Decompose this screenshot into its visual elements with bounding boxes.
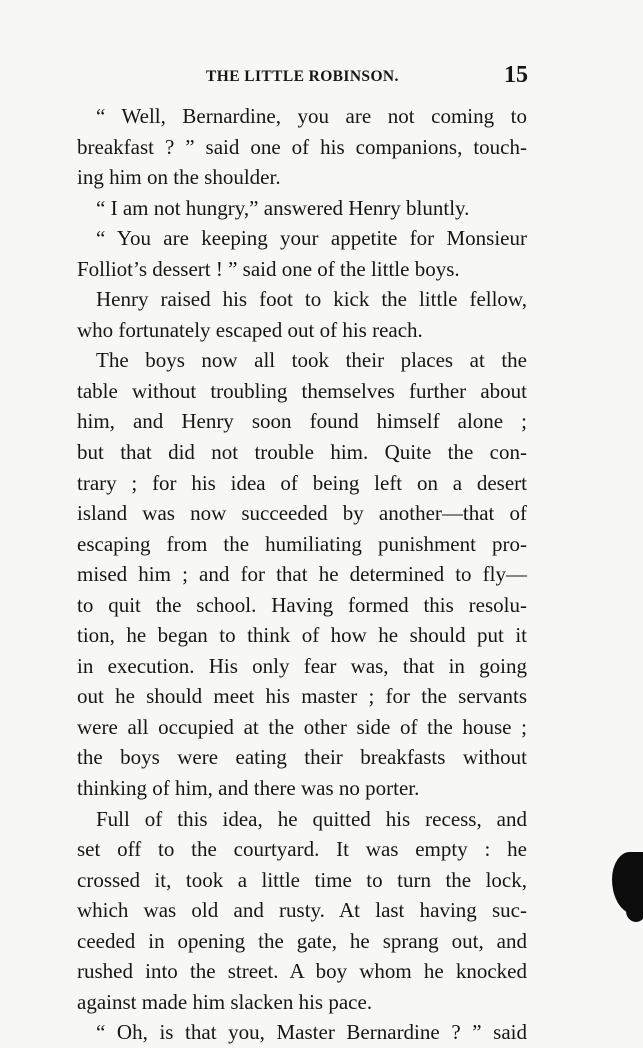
page-header [0,62,643,92]
text-line: escaping from the humiliating punishment pro- [77,531,527,556]
text-line: table without troubling themselves further about [77,378,527,403]
text-line: but that did not trouble him. Quite the con- [77,440,527,465]
text-line: tion, he began to think of how he should put it [77,623,527,648]
running-head: THE LITTLE ROBINSON. [206,68,399,85]
text-line: ceeded in opening the gate, he sprang out, and [77,928,527,953]
text-line: which was old and rusty. At last having suc- [77,898,527,923]
text-line: “ Oh, is that you, Master Bernardine ? ” said [96,1020,527,1045]
text-line: ing him on the shoulder. [77,165,281,190]
text-line: rushed into the street. A boy whom he knocked [77,959,527,984]
text-line: “ You are keeping your appetite for Monsieur [96,226,527,251]
text-line: island was now succeeded by another—that of [77,501,527,526]
page-number: 15 [504,62,528,88]
text-line: were all occupied at the other side of the house ; [77,714,527,739]
text-line: out he should meet his master ; for the servants [77,684,527,709]
text-line: The boys now all took their places at the [96,348,527,373]
text-line: “ I am not hungry,” answered Henry bluntly. [96,195,470,220]
text-line: against made him slacken his pace. [77,989,373,1014]
ink-blot [626,900,643,922]
text-line: crossed it, took a little time to turn the lock, [77,867,527,892]
text-line: in execution. His only fear was, that in going [77,653,527,678]
text-line: Full of this idea, he quitted his recess, and [96,806,527,831]
text-line: Folliot’s dessert ! ” said one of the little boys. [77,256,460,281]
text-line: trary ; for his idea of being left on a desert [77,470,527,495]
text-line: who fortunately escaped out of his reach. [77,317,423,342]
text-line: Henry raised his foot to kick the little fellow, [96,287,527,312]
text-line: breakfast ? ” said one of his companions, touch- [77,134,527,159]
text-line: “ Well, Bernardine, you are not coming to [96,104,527,128]
text-line: set off to the courtyard. It was empty : he [77,837,527,862]
text-line: the boys were eating their breakfasts without [77,745,527,770]
body-text [77,101,527,1048]
text-line: mised him ; and for that he determined to fly— [77,562,527,587]
text-line: to quit the school. Having formed this resolu- [77,592,527,617]
text-line: him, and Henry soon found himself alone ; [77,409,527,434]
text-line: thinking of him, and there was no porter. [77,776,420,801]
